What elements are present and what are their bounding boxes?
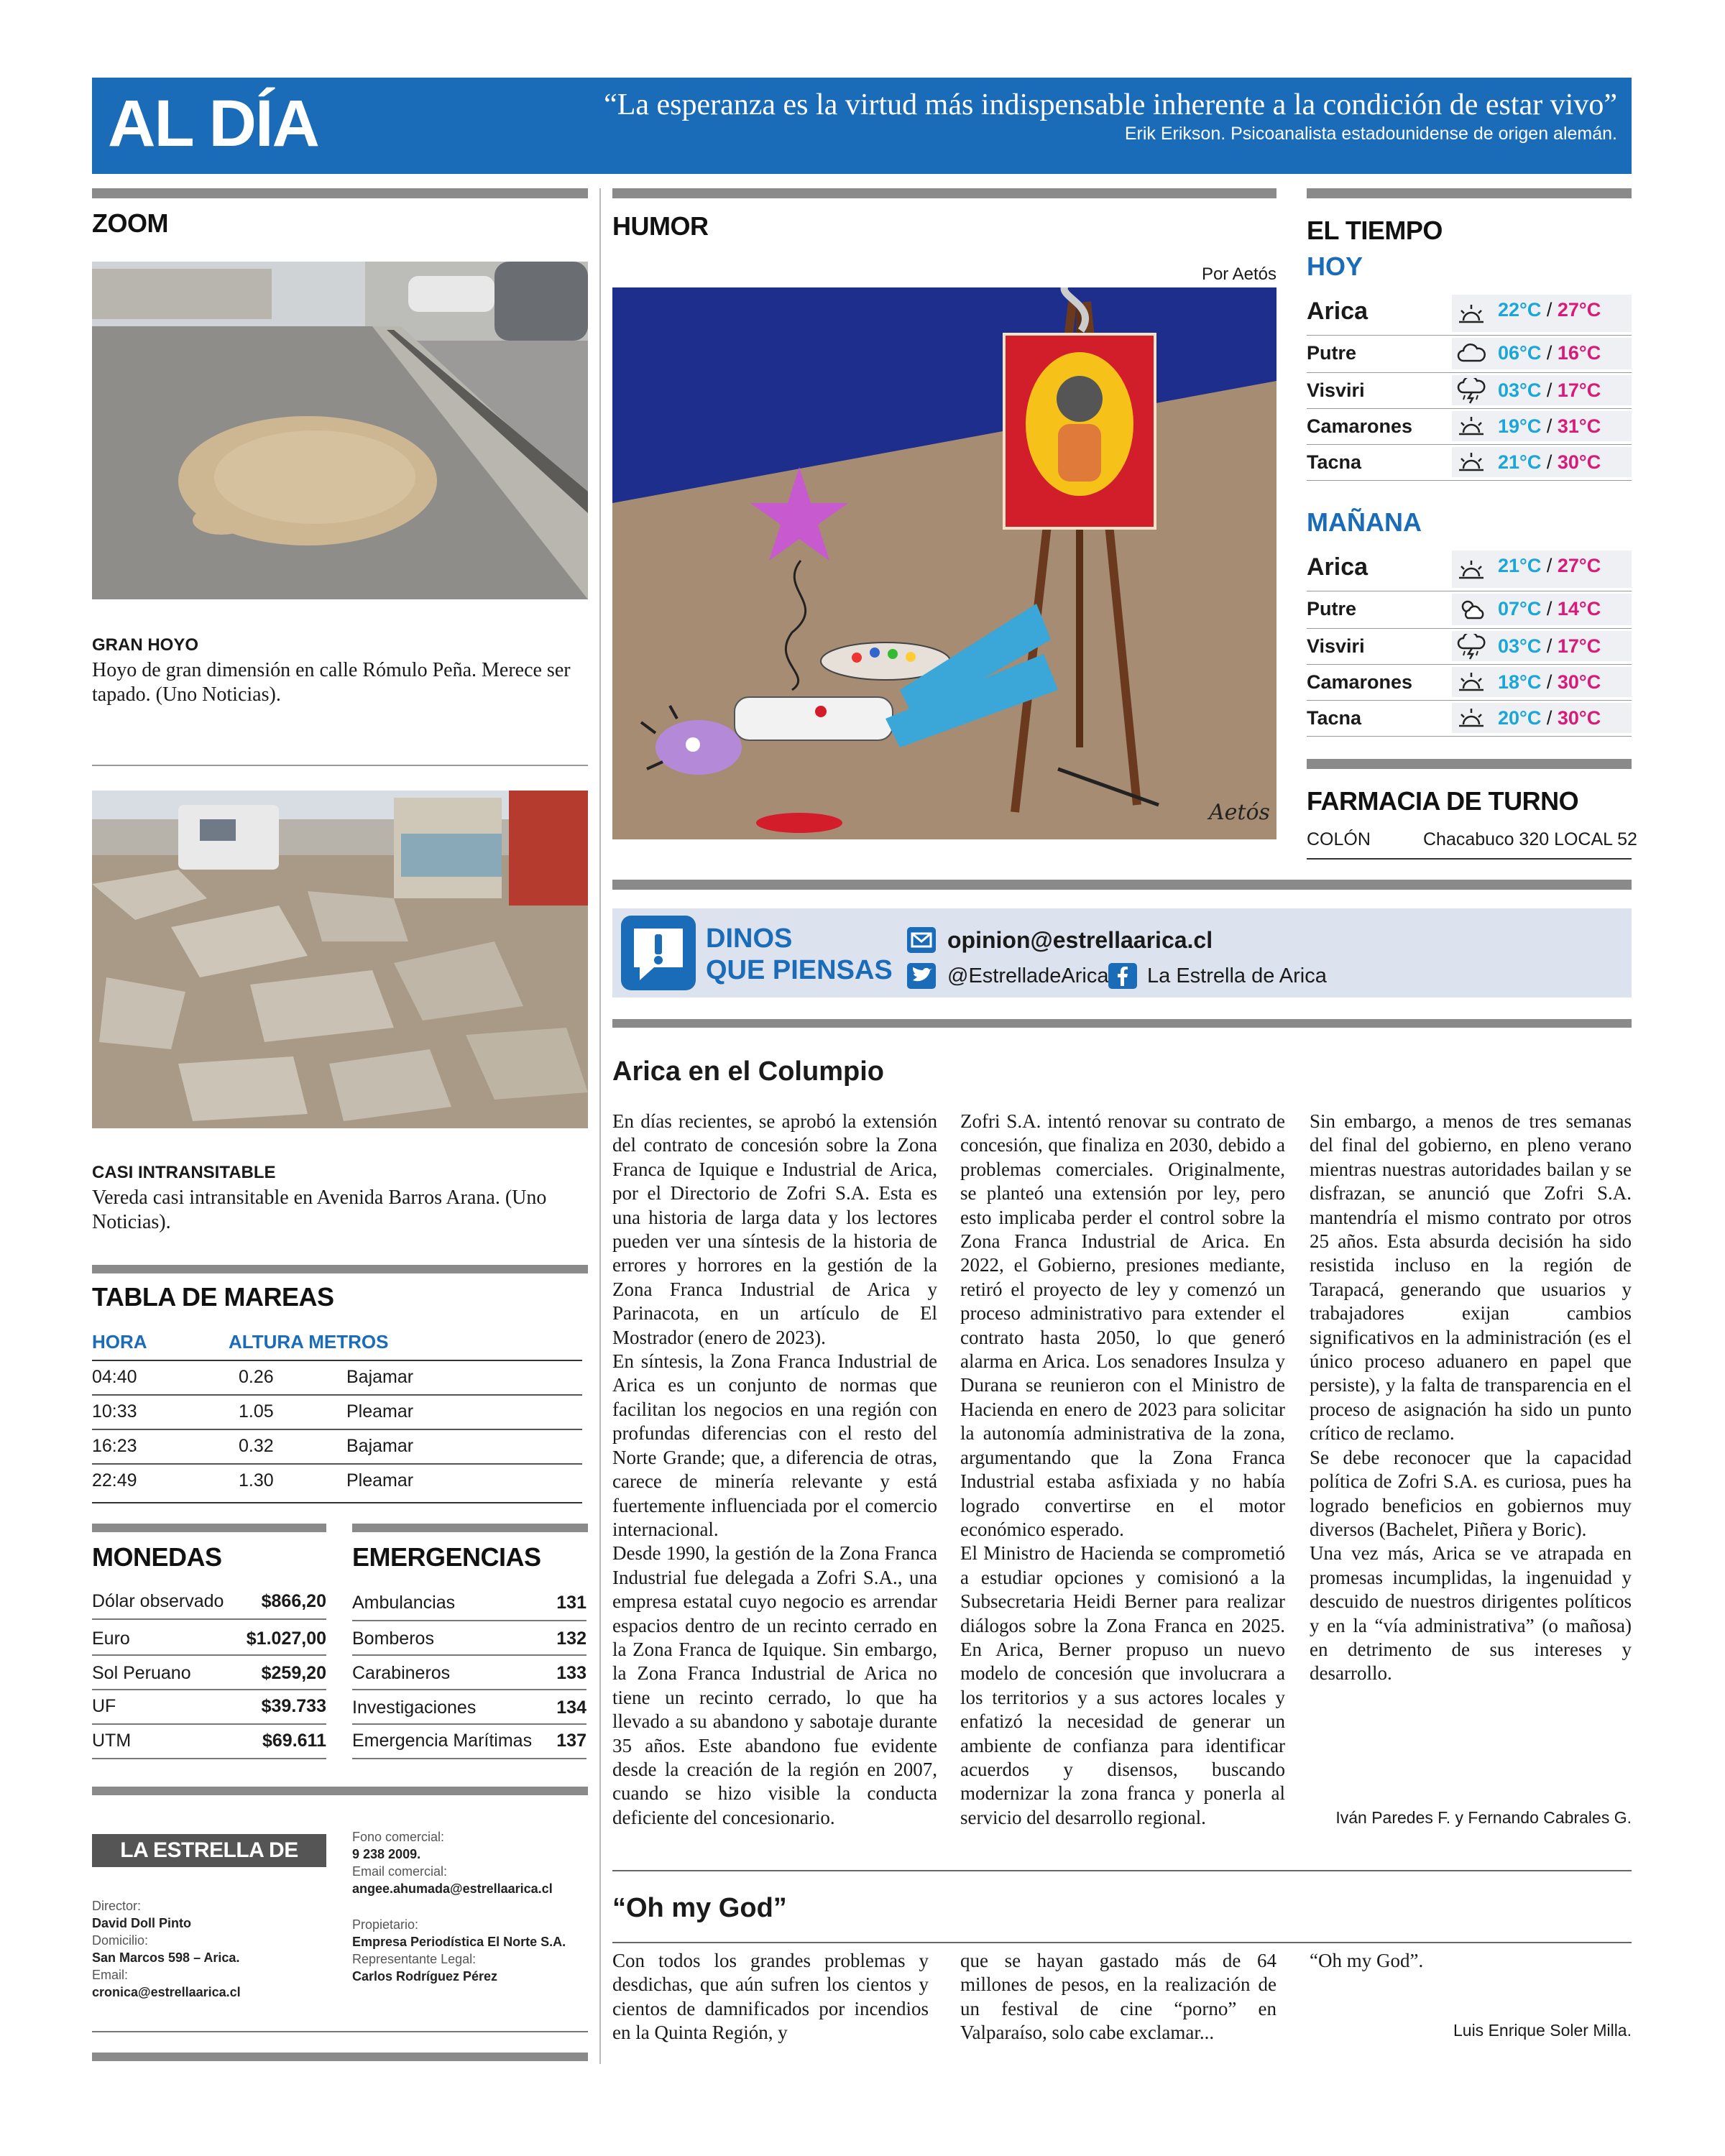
weather-title: EL TIEMPO	[1307, 216, 1443, 245]
cloud-icon	[1456, 341, 1486, 367]
header-quote-author: Erik Erikson. Psicoanalista estadounidense de origen alemán.	[1124, 124, 1617, 144]
article-column-2	[960, 1110, 1285, 1830]
tides-col-hour: HORA	[92, 1331, 147, 1353]
emergency-number: 132	[556, 1628, 586, 1649]
divider	[1307, 664, 1632, 665]
address-label: Domicilio:	[92, 1933, 149, 1948]
temp-high: 16°C	[1557, 342, 1601, 364]
weather-today-label: HOY	[1307, 252, 1363, 281]
weather-temps	[1498, 342, 1601, 364]
tide-type: Bajamar	[346, 1436, 414, 1456]
divider	[352, 1654, 586, 1656]
phone-value: 9 238 2009.	[352, 1847, 421, 1861]
article2-title: “Oh my God”	[612, 1893, 787, 1923]
currency-value: $866,20	[261, 1591, 326, 1611]
divider	[1307, 736, 1632, 737]
rule	[612, 880, 1632, 890]
phone-label: Fono comercial:	[352, 1830, 445, 1844]
temp-high: 31°C	[1557, 415, 1601, 437]
contact-facebook[interactable]: La Estrella de Arica	[1147, 964, 1327, 987]
tide-type: Pleamar	[346, 1470, 414, 1491]
temp-high: 30°C	[1557, 671, 1601, 693]
divider	[92, 765, 588, 766]
divider	[92, 2031, 588, 2032]
temp-low: 07°C	[1498, 598, 1542, 619]
sun-icon	[1456, 558, 1486, 584]
zoom-title: ZOOM	[92, 208, 168, 238]
emergency-name: Ambulancias	[352, 1593, 456, 1613]
temp-high: 30°C	[1557, 451, 1601, 473]
article2-column-3: “Oh my God”.	[1310, 1950, 1424, 1971]
email-label: Email:	[92, 1968, 129, 1982]
divider	[1307, 444, 1632, 445]
sun-icon	[1456, 450, 1486, 476]
divider	[92, 1360, 582, 1361]
humor-title: HUMOR	[612, 211, 709, 241]
rule	[92, 1787, 588, 1795]
divider	[352, 1620, 586, 1621]
column-divider	[599, 188, 601, 2064]
contact-heading-1: DINOS	[706, 923, 793, 954]
currency-name: UTM	[92, 1731, 132, 1751]
sun-icon	[1456, 670, 1486, 696]
temp-high: 17°C	[1557, 379, 1601, 401]
header-quote: “La esperanza es la virtud más indispensable inherente a la condición de estar vivo”	[604, 88, 1617, 121]
weather-tomorrow-label: MAÑANA	[1307, 507, 1422, 537]
pharmacy-name: COLÓN	[1307, 829, 1371, 849]
temp-high: 17°C	[1557, 635, 1601, 657]
temp-high: 14°C	[1557, 598, 1601, 619]
article-paragraph: En días recientes, se aprobó la extensión del contrato de concesión sobre la Zona Franca de Iquique e Industrial de Arica, por el Directorio de Zofri S.A. Esta es una historia de larga data y los lectores pueden ver una síntesis de la historia de errores y horrores en la gestión de la Zona Franca Industrial de Arica y Parinacota, en un artículo de El Mostrador (enero de 2023).	[612, 1110, 937, 1348]
divider	[92, 1758, 326, 1759]
divider	[92, 1394, 582, 1396]
divider	[1307, 408, 1632, 409]
rule	[1307, 188, 1632, 198]
weather-temps	[1498, 555, 1601, 577]
currency-name: UF	[92, 1696, 116, 1716]
comm-email-label: Email comercial:	[352, 1864, 448, 1879]
rule	[92, 188, 588, 198]
emergency-number: 134	[556, 1697, 586, 1718]
weather-city: Putre	[1307, 342, 1357, 364]
weather-temps	[1498, 415, 1601, 438]
temp-high: 27°C	[1557, 299, 1601, 321]
article-author: Iván Paredes F. y Fernando Cabrales G.	[1335, 1808, 1632, 1827]
article-paragraph: Se debe reconocer que la capacidad política de Zofri S.A. es curiosa, pues ha logrado beneficios en gobiernos muy diversos (Bachelet, Piñera y Boric).	[1310, 1446, 1632, 1540]
weather-city: Visviri	[1307, 379, 1365, 401]
temp-low: 20°C	[1498, 707, 1542, 729]
storm-icon	[1456, 378, 1486, 404]
sun-icon	[1456, 414, 1486, 440]
temp-separator: /	[1546, 707, 1552, 729]
tide-height: 1.05	[239, 1401, 274, 1422]
temp-separator: /	[1546, 299, 1552, 321]
divider	[92, 1654, 326, 1656]
divider	[1307, 335, 1632, 336]
photo2-caption-title: CASI INTRANSITABLE	[92, 1163, 276, 1182]
article2-column-1: Con todos los grandes problemas y desdichas, que aún sufren los cientos y cientos de damnificados por incendios en la Quinta Región, y	[612, 1950, 929, 2044]
newspaper-logo: LA ESTRELLA DE ARICA	[92, 1834, 326, 1867]
weather-city: Putre	[1307, 598, 1357, 619]
currency-name: Dólar observado	[92, 1591, 224, 1611]
contact-twitter[interactable]: @EstrelladeArica	[947, 964, 1109, 987]
temp-high: 27°C	[1557, 555, 1601, 576]
weather-temps	[1498, 707, 1601, 729]
currency-value: $1.027,00	[246, 1628, 326, 1649]
weather-city: Visviri	[1307, 635, 1365, 657]
currency-value: $69.611	[262, 1731, 326, 1751]
rule	[92, 1524, 326, 1532]
article-paragraph: Sin embargo, a menos de tres semanas del final del gobierno, en pleno verano mientras nuestras autoridades bailan y se disfrazan, se anunció que Zofri S.A. mantendría el mismo contrato por otros 25 años. Esta absurda decisión ha sido resistida incluso en la región de Tarapacá, generando que usuarios y trabajadores exijan cambios significativos en la administración (es el único proceso aduanero en papel que persiste), y la falta de transparencia en el proceso de asignación ha sido un punto crítico de reclamo.	[1310, 1110, 1632, 1445]
temp-low: 21°C	[1498, 555, 1542, 576]
temp-low: 22°C	[1498, 299, 1542, 321]
temp-separator: /	[1546, 671, 1552, 693]
sun-icon	[1456, 302, 1486, 328]
emergencies-title: EMERGENCIAS	[352, 1542, 541, 1572]
tide-time: 10:33	[92, 1401, 137, 1422]
tide-time: 16:23	[92, 1436, 137, 1456]
temp-low: 19°C	[1498, 415, 1542, 437]
weather-temps	[1498, 598, 1601, 620]
pothole-photo	[92, 262, 588, 599]
temp-separator: /	[1546, 415, 1552, 437]
emergency-name: Carabineros	[352, 1663, 451, 1683]
tide-type: Pleamar	[346, 1401, 414, 1422]
pharmacy-title: FARMACIA DE TURNO	[1307, 786, 1579, 816]
owner-label: Propietario:	[352, 1917, 419, 1932]
photo1-caption: Hoyo de gran dimensión en calle Rómulo Peña. Merece ser tapado. (Uno Noticias).	[92, 659, 571, 706]
currencies-title: MONEDAS	[92, 1542, 222, 1572]
article-paragraph: Zofri S.A. intentó renovar su contrato de concesión, que finaliza en 2030, debido a problemas comerciales. Originalmente, se planteó una extensión por ley, pero esto implicaba perder el control sobre la Zona Franca Industrial de Arica. En 2022, el Gobierno, presiones mediante, retiró el proyecto de ley y comenzó un proceso administrativo para extender el contrato hasta 2050, lo que generó alarma en Arica. Los senadores Insulza y Durana se reunieron con el Ministro de Hacienda en enero de 2023 para solicitar la autonomía administrativa de la zona, argumentando que la Zona Franca Industrial estaba asfixiada y no había logrado convertirse en el motor económico esperado.	[960, 1110, 1285, 1540]
article-title: Arica en el Columpio	[612, 1056, 884, 1087]
facebook-icon	[1108, 963, 1137, 989]
weather-city: Tacna	[1307, 707, 1362, 729]
rule	[92, 1265, 588, 1273]
article-paragraph: El Ministro de Hacienda se comprometió a estudiar opciones y comisionó a la Subsecretaria Heidi Berner para realizar diálogos sobre la Zona Franca en 2025. En Arica, Berner propuso un nuevo modelo de concesión que involucrara a los territorios y a sus actores locales y enfatizó la necesidad de generar un ambiente de confianza para identificar acuerdos y disensos, buscando modernizar la zona franca y ponerla al servicio del desarrollo regional.	[960, 1542, 1285, 1828]
article2-author: Luis Enrique Soler Milla.	[1453, 2021, 1632, 2040]
weather-temps	[1498, 635, 1601, 658]
storm-icon	[1456, 634, 1486, 660]
temp-separator: /	[1546, 598, 1552, 619]
rule	[92, 2053, 588, 2061]
director-label: Director:	[92, 1899, 142, 1913]
divider	[612, 1942, 1632, 1943]
temp-low: 06°C	[1498, 342, 1542, 364]
photo2-caption: Vereda casi intransitable en Avenida Barros Arana. (Uno Noticias).	[92, 1187, 547, 1233]
tide-type: Bajamar	[346, 1367, 414, 1387]
weather-city: Camarones	[1307, 671, 1413, 693]
weather-city: Arica	[1307, 298, 1368, 325]
comm-email-value[interactable]: angee.ahumada@estrellaarica.cl	[352, 1881, 553, 1896]
rule	[612, 188, 1276, 198]
weather-temps	[1498, 451, 1601, 474]
humor-cartoon	[612, 287, 1276, 839]
divider	[92, 1618, 326, 1620]
owner-value: Empresa Periodística El Norte S.A.	[352, 1935, 566, 1949]
divider	[352, 1689, 586, 1690]
tide-height: 1.30	[239, 1470, 274, 1491]
emergency-name: Bomberos	[352, 1628, 434, 1649]
divider	[92, 1429, 582, 1430]
sun-icon	[1456, 706, 1486, 732]
article-column-1	[612, 1110, 937, 1830]
rule	[612, 1019, 1632, 1028]
divider	[352, 1723, 586, 1725]
temp-separator: /	[1546, 635, 1552, 657]
currency-name: Sol Peruano	[92, 1663, 191, 1683]
rule	[1307, 759, 1632, 769]
divider	[92, 1502, 582, 1503]
partly-sunny-icon	[1456, 596, 1486, 622]
alert-icon	[621, 916, 696, 990]
svg-text:Aetós: Aetós	[1209, 800, 1270, 825]
contact-heading-2: QUE PIENSAS	[706, 955, 893, 985]
emergency-number: 137	[556, 1731, 586, 1751]
weather-temps	[1498, 671, 1601, 694]
sidewalk-photo	[92, 791, 588, 1128]
currency-name: Euro	[92, 1628, 130, 1649]
temp-separator: /	[1546, 555, 1552, 576]
tide-height: 0.26	[239, 1367, 274, 1387]
divider	[1307, 372, 1632, 373]
email-icon	[907, 927, 936, 953]
weather-city: Camarones	[1307, 415, 1413, 437]
divider	[1307, 700, 1632, 701]
legal-label: Representante Legal:	[352, 1952, 477, 1966]
tide-time: 22:49	[92, 1470, 137, 1491]
divider	[92, 1689, 326, 1690]
tide-height: 0.32	[239, 1436, 274, 1456]
photo1-caption-title: GRAN HOYO	[92, 635, 199, 655]
emergency-name: Emergencia Marítimas	[352, 1731, 533, 1751]
emergency-number: 133	[556, 1663, 586, 1683]
article-paragraph: En síntesis, la Zona Franca Industrial de Arica es un conjunto de normas que facilitan los negocios en una región con profundas diferencias con el resto del Norte Grande; que, a diferencia de otras, carece de minería relevante y está fuertemente influenciada por el comercio internacional.	[612, 1350, 937, 1540]
tides-title: TABLA DE MAREAS	[92, 1282, 334, 1312]
director-name: David Doll Pinto	[92, 1916, 192, 1930]
twitter-icon	[907, 963, 936, 989]
currency-value: $259,20	[261, 1663, 326, 1683]
temp-low: 21°C	[1498, 451, 1542, 473]
weather-temps	[1498, 299, 1601, 321]
divider	[92, 1723, 326, 1725]
pharmacy-address: Chacabuco 320 LOCAL 52	[1423, 829, 1637, 849]
temp-separator: /	[1546, 451, 1552, 473]
emergency-name: Investigaciones	[352, 1697, 477, 1718]
article-column-3	[1310, 1110, 1632, 1686]
divider	[92, 1463, 582, 1465]
weather-temps	[1498, 379, 1601, 402]
email-value[interactable]: cronica@estrellaarica.cl	[92, 1985, 241, 1999]
tide-time: 04:40	[92, 1367, 137, 1387]
tides-col-height: ALTURA METROS	[229, 1331, 389, 1353]
temp-separator: /	[1546, 379, 1552, 401]
currency-value: $39.733	[261, 1696, 326, 1716]
temp-low: 18°C	[1498, 671, 1542, 693]
article-paragraph: Desde 1990, la gestión de la Zona Franca Industrial fue delegada a Zofri S.A., una empresa estatal cuyo negocio es arrendar espacios dentro de un recinto cerrado en la Zona Franca de Iquique. Sin embargo, la Zona Franca Industrial de Arica no tiene un recinto cerrado, lo que ha llevado a su abandono y sabotaje durante 35 años. Este abandono fue evidente desde la creación de la región en 2007, cuando se hizo visible la conducta deficiente del concesionario.	[612, 1542, 937, 1828]
section-title: AL DÍA	[108, 87, 318, 160]
contact-email[interactable]: opinion@estrellaarica.cl	[947, 927, 1213, 953]
temp-separator: /	[1546, 342, 1552, 364]
article2-column-2: que se hayan gastado más de 64 millones de pesos, en la realización de un festival de cine “porno” en Valparaíso, solo cabe exclamar...	[960, 1950, 1276, 2044]
address-value: San Marcos 598 – Arica.	[92, 1950, 240, 1965]
temp-low: 03°C	[1498, 635, 1542, 657]
temp-high: 30°C	[1557, 707, 1601, 729]
divider	[1307, 858, 1632, 860]
weather-city: Arica	[1307, 553, 1368, 581]
temp-low: 03°C	[1498, 379, 1542, 401]
rule	[352, 1524, 588, 1532]
legal-value: Carlos Rodríguez Pérez	[352, 1969, 498, 1984]
divider	[1307, 480, 1632, 481]
divider	[612, 1870, 1632, 1871]
weather-city: Tacna	[1307, 451, 1362, 473]
article-paragraph: Una vez más, Arica se ve atrapada en promesas incumplidas, la ingenuidad y descuido de nuestros dirigentes políticos y en la “vía administrativa” (o mañosa) en detrimento de sus intereses y desarrollo.	[1310, 1542, 1632, 1685]
emergency-number: 131	[556, 1593, 586, 1613]
divider	[1307, 628, 1632, 629]
cartoon-credit: Por Aetós	[1201, 264, 1276, 284]
divider	[352, 1758, 586, 1759]
